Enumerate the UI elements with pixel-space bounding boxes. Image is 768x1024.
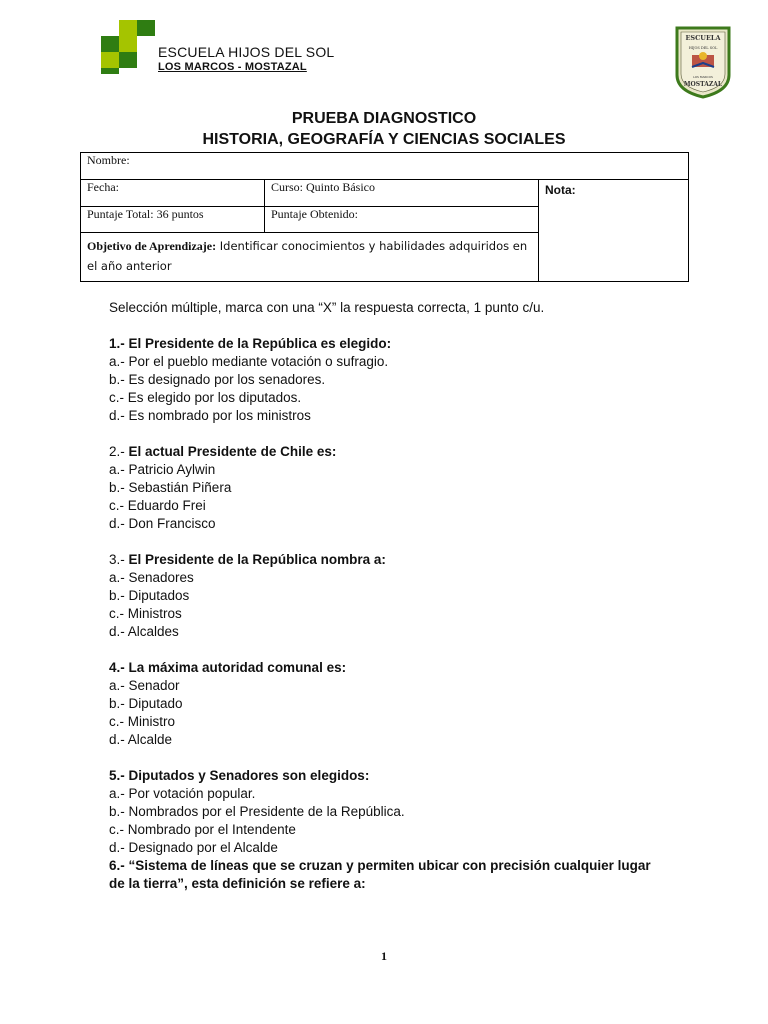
question-6: [109, 857, 669, 893]
answer-option[interactable]: a.- Por votación popular.: [109, 786, 256, 801]
answer-option[interactable]: c.- Ministro: [109, 714, 176, 729]
answer-option[interactable]: c.- Ministros: [109, 606, 182, 621]
answer-option[interactable]: b.- Diputados: [109, 588, 190, 603]
answer-option[interactable]: a.- Senadores: [109, 570, 194, 585]
objective-cell: [81, 233, 539, 282]
answer-option[interactable]: c.- Es elegido por los diputados.: [109, 390, 302, 405]
answer-option[interactable]: d.- Alcalde: [109, 732, 173, 747]
question-text: Diputados y Senadores son elegidos:: [128, 768, 370, 783]
grade-cell[interactable]: [539, 180, 689, 282]
objective-label: Objetivo de Aprendizaje:: [87, 239, 217, 253]
logo-square: [119, 36, 137, 52]
crest-bottom-text: MOSTAZAL: [683, 81, 723, 88]
page-number: 1: [381, 949, 387, 963]
question-2: [109, 443, 669, 533]
total-score-cell: [81, 207, 265, 233]
logo-square: [101, 68, 119, 74]
crest-bottom-small: LOS MARCOS: [693, 75, 713, 79]
total-score-label: Puntaje Total: 36 puntos: [87, 207, 204, 221]
name-label: Nombre:: [87, 153, 130, 167]
answer-option[interactable]: a.- Patricio Aylwin: [109, 462, 216, 477]
answer-option[interactable]: d.- Es nombrado por los ministros: [109, 408, 311, 423]
exam-title: PRUEBA DIAGNOSTICO: [291, 110, 477, 127]
question-number: 6.-: [109, 858, 129, 873]
logo-square: [101, 52, 119, 68]
question-number: 4.-: [109, 660, 129, 675]
question-5: [109, 767, 669, 857]
answer-option[interactable]: d.- Alcaldes: [109, 624, 179, 639]
date-cell[interactable]: [81, 180, 265, 207]
exam-subject: HISTORIA, GEOGRAFÍA Y CIENCIAS SOCIALES: [202, 131, 566, 148]
answer-option[interactable]: d.- Don Francisco: [109, 516, 216, 531]
question-text: “Sistema de líneas que se cruzan y permiten ubicar con precisión cualquier lugar de la tierra”, esta definición se refiere a:: [109, 858, 651, 891]
question-text: El Presidente de la República nombra a:: [128, 552, 386, 567]
crest-arc-text: HIJOS DEL SOL: [688, 46, 718, 50]
answer-option[interactable]: b.- Nombrados por el Presidente de la República.: [109, 804, 405, 819]
exam-content: [109, 299, 669, 893]
course-label: Curso: Quinto Básico: [271, 180, 375, 194]
question-text: El actual Presidente de Chile es:: [128, 444, 337, 459]
school-logo: [100, 20, 156, 72]
school-location: LOS MARCOS - MOSTAZAL: [158, 61, 307, 73]
answer-option[interactable]: c.- Nombrado por el Intendente: [109, 822, 296, 837]
answer-option[interactable]: a.- Senador: [109, 678, 180, 693]
obtained-score-label: Puntaje Obtenido:: [271, 207, 358, 221]
answer-option[interactable]: a.- Por el pueblo mediante votación o sufragio.: [109, 354, 389, 369]
question-4: [109, 659, 669, 749]
logo-square: [119, 52, 137, 68]
obtained-score-cell[interactable]: [265, 207, 539, 233]
answer-option[interactable]: d.- Designado por el Alcalde: [109, 840, 278, 855]
course-cell: [265, 180, 539, 207]
question-number: 2.-: [109, 444, 129, 459]
instructions: Selección múltiple, marca con una “X” la respuesta correcta, 1 punto c/u.: [109, 300, 545, 315]
date-label: Fecha:: [87, 180, 119, 194]
answer-option[interactable]: b.- Sebastián Piñera: [109, 480, 232, 495]
grade-label: Nota:: [545, 183, 576, 197]
student-info-table: [80, 152, 689, 282]
answer-option[interactable]: c.- Eduardo Frei: [109, 498, 206, 513]
question-1: [109, 335, 669, 425]
answer-option[interactable]: b.- Diputado: [109, 696, 183, 711]
answer-option[interactable]: b.- Es designado por los senadores.: [109, 372, 326, 387]
school-crest-icon: [674, 25, 732, 99]
school-name: ESCUELA HIJOS DEL SOL: [158, 44, 335, 60]
question-text: La máxima autoridad comunal es:: [128, 660, 347, 675]
question-number: 5.-: [109, 768, 129, 783]
crest-top-text: ESCUELA: [685, 34, 721, 42]
question-text: El Presidente de la República es elegido:: [128, 336, 392, 351]
objective-text: Identificar conocimientos y habilidades adquiridos en el año anterior: [87, 239, 528, 273]
question-3: [109, 551, 669, 641]
question-number: 1.-: [109, 336, 129, 351]
question-number: 3.-: [109, 552, 129, 567]
logo-square: [101, 36, 119, 52]
logo-square: [137, 20, 155, 36]
name-cell[interactable]: [81, 153, 689, 180]
logo-square: [119, 20, 137, 36]
